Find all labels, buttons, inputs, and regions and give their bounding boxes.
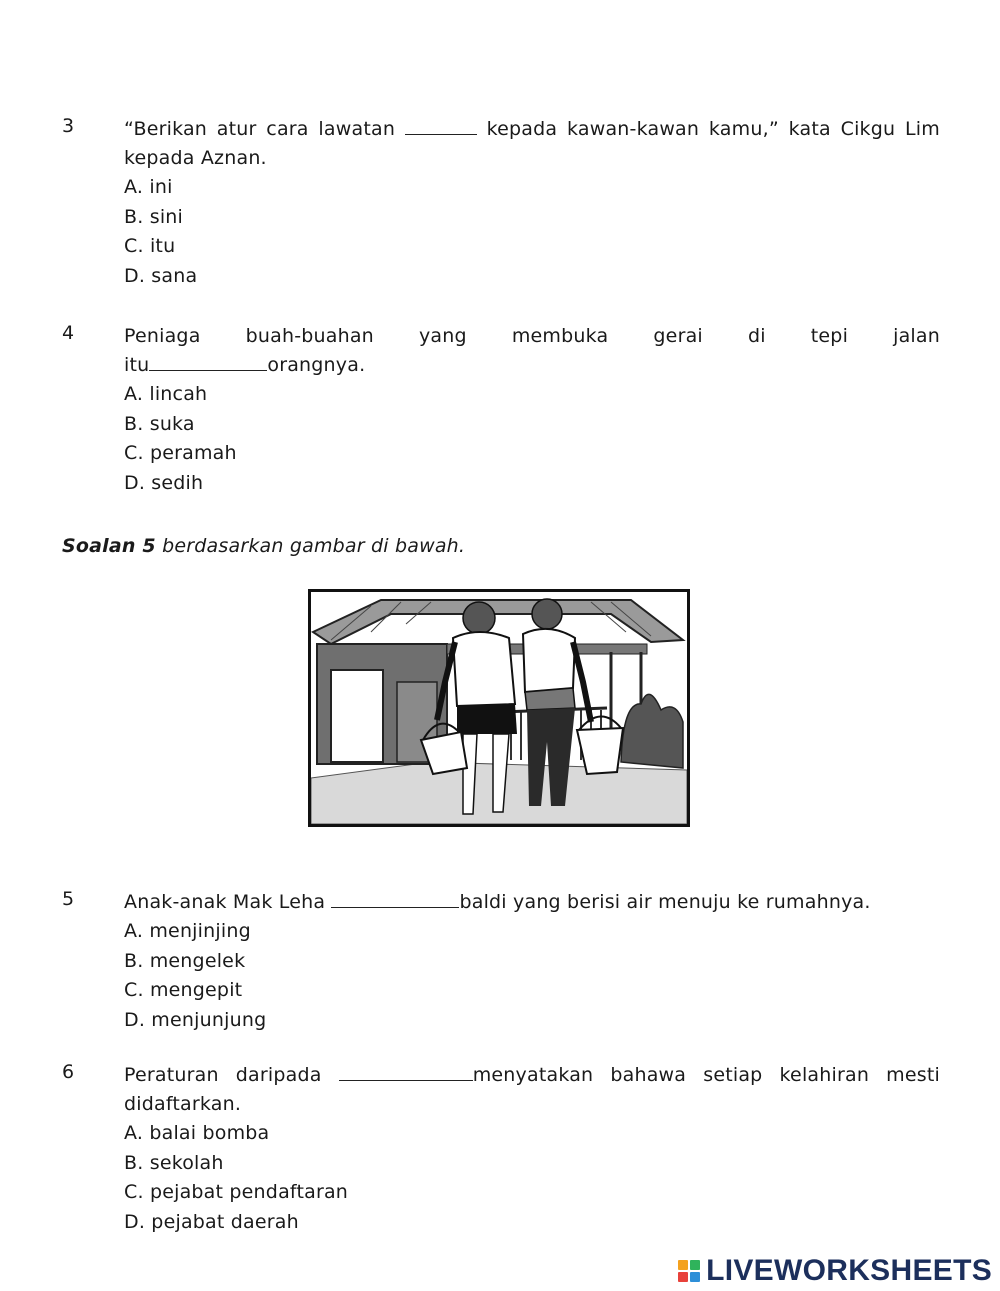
logo-wordmark: LIVEWORKSHEETS xyxy=(706,1254,992,1287)
logo-tile xyxy=(690,1260,700,1270)
question-line-2: itu orangnya. xyxy=(124,354,366,376)
option-d[interactable]: D. pejabat daerah xyxy=(124,1210,299,1233)
option-c[interactable]: C. mengepit xyxy=(124,979,243,1001)
option-c[interactable]: C. peramah xyxy=(124,442,237,464)
question-line-1: Peniaga buah-buahan yang membuka gerai di tepi jalan xyxy=(124,325,940,347)
question-text: “Berikan atur cara lawatan kepada kawan-kawan kamu,” kata Cikgu Lim kepada Aznan. xyxy=(124,118,940,169)
question-number: 3 xyxy=(62,115,75,137)
answer-blank xyxy=(149,352,267,371)
question-4 xyxy=(62,322,940,498)
option-a[interactable]: A. ini xyxy=(124,176,173,198)
logo-tile xyxy=(690,1272,700,1282)
option-d[interactable]: D. sedih xyxy=(124,471,204,494)
logo-tile xyxy=(678,1272,688,1282)
illustration-boys-carrying-buckets xyxy=(308,589,690,827)
option-c[interactable]: C. pejabat pendaftaran xyxy=(124,1181,349,1203)
option-d[interactable]: D. sana xyxy=(124,264,198,287)
question-3 xyxy=(62,115,940,291)
question-text: Anak-anak Mak Leha baldi yang berisi air menuju ke rumahnya. xyxy=(124,891,871,913)
question-number: 5 xyxy=(62,888,75,910)
liveworksheets-logo xyxy=(678,1254,992,1288)
option-a[interactable]: A. lincah xyxy=(124,383,208,405)
answer-blank xyxy=(331,889,459,908)
logo-tile xyxy=(678,1260,688,1270)
picture-instruction: Soalan 5 berdasarkan gambar di bawah. xyxy=(62,535,466,557)
question-5 xyxy=(62,888,940,1035)
option-a[interactable]: A. menjinjing xyxy=(124,920,251,942)
question-number: 6 xyxy=(62,1061,75,1083)
question-text: Peraturan daripada menyatakan bahawa setiap kelahiran mesti didaftarkan. xyxy=(124,1064,940,1115)
option-b[interactable]: B. mengelek xyxy=(124,949,246,972)
option-a[interactable]: A. balai bomba xyxy=(124,1122,270,1144)
question-6 xyxy=(62,1061,940,1237)
option-b[interactable]: B. suka xyxy=(124,412,195,435)
answer-blank xyxy=(405,116,477,135)
option-b[interactable]: B. sekolah xyxy=(124,1151,224,1174)
logo-tiles-icon xyxy=(678,1260,700,1282)
question-number: 4 xyxy=(62,322,75,344)
option-d[interactable]: D. menjunjung xyxy=(124,1008,267,1031)
answer-blank xyxy=(339,1062,473,1081)
option-c[interactable]: C. itu xyxy=(124,235,176,257)
option-b[interactable]: B. sini xyxy=(124,205,184,228)
